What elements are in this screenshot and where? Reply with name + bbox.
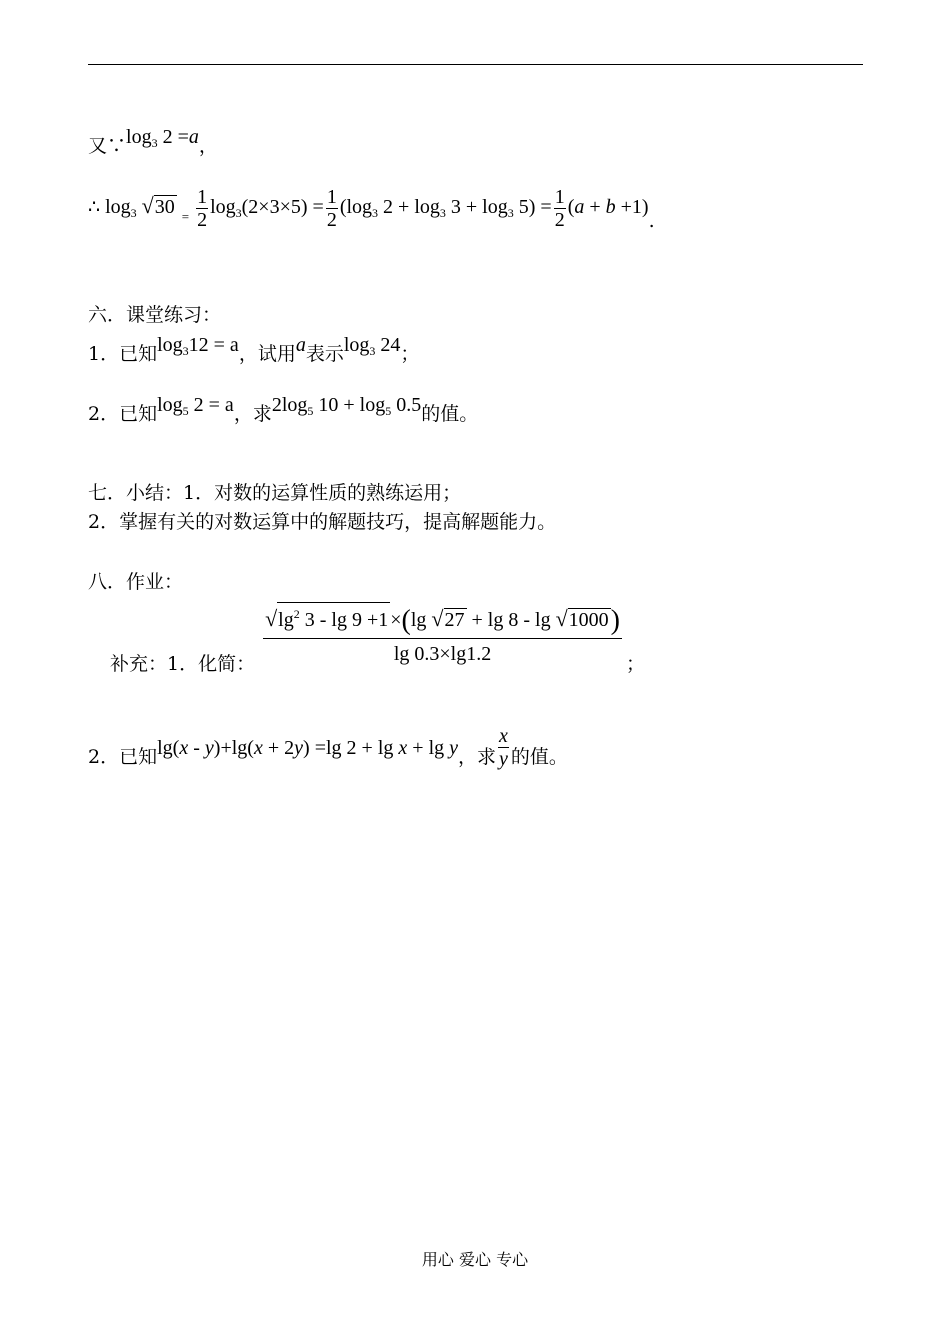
section-6-title: 六．课堂练习： xyxy=(88,304,222,326)
summary-line-2: 2．掌握有关的对数运算中的解题技巧，提高解题能力。 xyxy=(88,511,557,533)
fraction-x-over-y: $\frac{x}{y}$ xyxy=(499,725,508,770)
summary-line-1: 七．小结：1．对数的运算性质的熟练运用； xyxy=(88,482,462,504)
homework-1: 补充：1．化简： $\frac{√\lg^2 3 - \lg 9 +1 \times(\lg √27 + \lg 8 - \lg √1000)}{\lg 0.3\times\lg 1.2}$ ； xyxy=(110,600,645,669)
therefore-line: ∴ $\log_3 √30$ $_=$ $\frac{1}{2}$ $\log_3(2\times 3\times 5)$ = $\frac{1}{2}$ ($\log_3$ $2 + \log_3 3 + \log_3 5$) = $\frac{1}{2}$ (a + b +1). xyxy=(88,186,655,233)
fraction-half: $\frac{1}{2}$ xyxy=(326,186,337,231)
because-text: 又∵ xyxy=(88,135,127,157)
footer-slogan: 用心 爱心 专心 xyxy=(421,1250,529,1269)
fraction-half: $\frac{1}{2}$ xyxy=(554,186,565,231)
simplify-fraction: $\frac{√\lg^2 3 - \lg 9 +1 \times(\lg √27 + \lg 8 - \lg √1000)}{\lg 0.3\times\lg 1.2}$ xyxy=(263,600,622,669)
header-rule xyxy=(88,64,863,65)
exercise-2: 2．已知$\log_5 2 = a$，求$2\log_5$ $10 + \log_5 0.5$的值。 xyxy=(88,394,479,425)
fraction-half: $\frac{1}{2}$ xyxy=(197,186,208,231)
therefore-text: ∴ xyxy=(88,196,101,219)
homework-2: 2．已知lg(x - y)+lg(x + 2y) =lg 2 + lg x + lg y，求 $\frac{x}{y}$ 的值。 xyxy=(88,725,568,770)
derivation-formula: $\log_3 √30$ $_=$ $\frac{1}{2}$ $\log_3(2\times 3\times 5)$ = $\frac{1}{2}$ ($\log_3$ $2 + \log_3 3 + \log_3 5$) = $\frac{1}{2}$ (a + b +1) xyxy=(105,186,649,231)
section-8-title: 八．作业： xyxy=(88,571,184,593)
comma: ， xyxy=(198,135,218,157)
given-line xyxy=(88,126,218,164)
given-formula: $\log_3 2 =a$ xyxy=(126,126,199,150)
exercise-1: 1．已知$\log_312 = a$，试用a表示$\log_3 24$； xyxy=(88,334,420,365)
